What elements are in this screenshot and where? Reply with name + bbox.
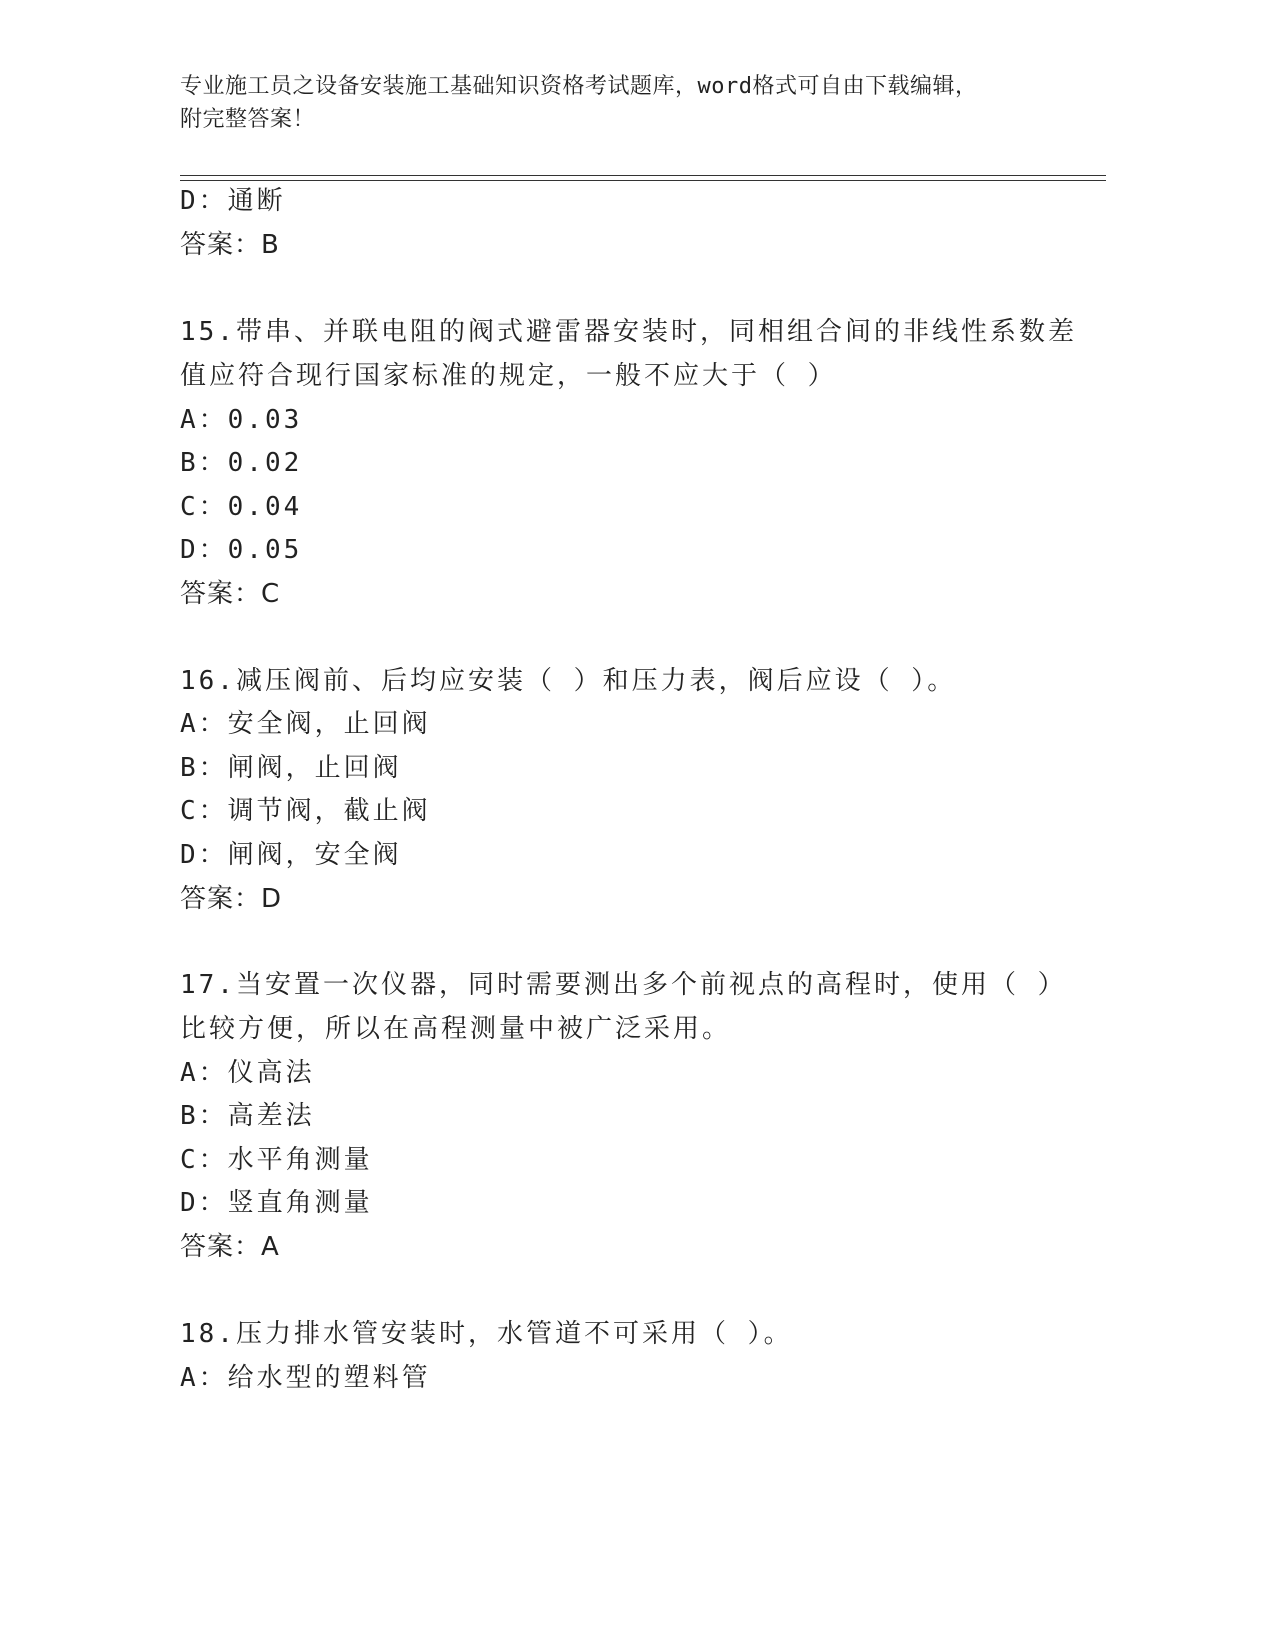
- q15-option-a: A：0.03: [180, 405, 303, 435]
- q16-option-d: D：闸阀，安全阀: [180, 840, 402, 870]
- header-divider-top: [180, 175, 1106, 176]
- q18-option-a: A：给水型的塑料管: [180, 1363, 431, 1393]
- q17-stem-line-2: 比较方便，所以在高程测量中被广泛采用。: [180, 1014, 732, 1044]
- q17-option-b: B：高差法: [180, 1101, 315, 1131]
- q17-option-d: D：竖直角测量: [180, 1188, 373, 1218]
- q15-stem-line-1: 15.带串、并联电阻的阀式避雷器安装时，同相组合间的非线性系数差: [180, 317, 1077, 347]
- q16-option-c: C：调节阀，截止阀: [180, 796, 431, 826]
- document-header: [180, 70, 1060, 136]
- q16-stem-line-1: 16.减压阀前、后均应安装（ ）和压力表，阀后应设（ ）。: [180, 666, 957, 696]
- q17-option-c: C：水平角测量: [180, 1145, 373, 1175]
- q16-option-a: A：安全阀，止回阀: [180, 709, 431, 739]
- q17-answer: 答案：A: [180, 1232, 280, 1262]
- q15-stem-line-2: 值应符合现行国家标准的规定，一般不应大于（ ）: [180, 361, 837, 391]
- q17-option-a: A：仪高法: [180, 1058, 315, 1088]
- prev-option-d: D：通断: [180, 186, 286, 216]
- q17-stem-line-1: 17.当安置一次仪器，同时需要测出多个前视点的高程时，使用（ ）: [180, 970, 1067, 1000]
- q16-option-b: B：闸阀，止回阀: [180, 753, 402, 783]
- header-line-2: 附完整答案！: [180, 107, 316, 132]
- q15-option-d: D：0.05: [180, 535, 303, 565]
- q15-option-b: B：0.02: [180, 448, 303, 478]
- q15-answer: 答案：C: [180, 579, 281, 609]
- prev-answer: 答案：B: [180, 230, 280, 260]
- header-divider-bottom: [180, 180, 1106, 181]
- q16-answer: 答案：D: [180, 884, 283, 914]
- header-line-1: 专业施工员之设备安装施工基础知识资格考试题库，word格式可自由下载编辑，: [180, 74, 978, 99]
- q15-option-c: C：0.04: [180, 492, 303, 522]
- q18-stem-line-1: 18.压力排水管安装时，水管道不可采用（ ）。: [180, 1319, 793, 1349]
